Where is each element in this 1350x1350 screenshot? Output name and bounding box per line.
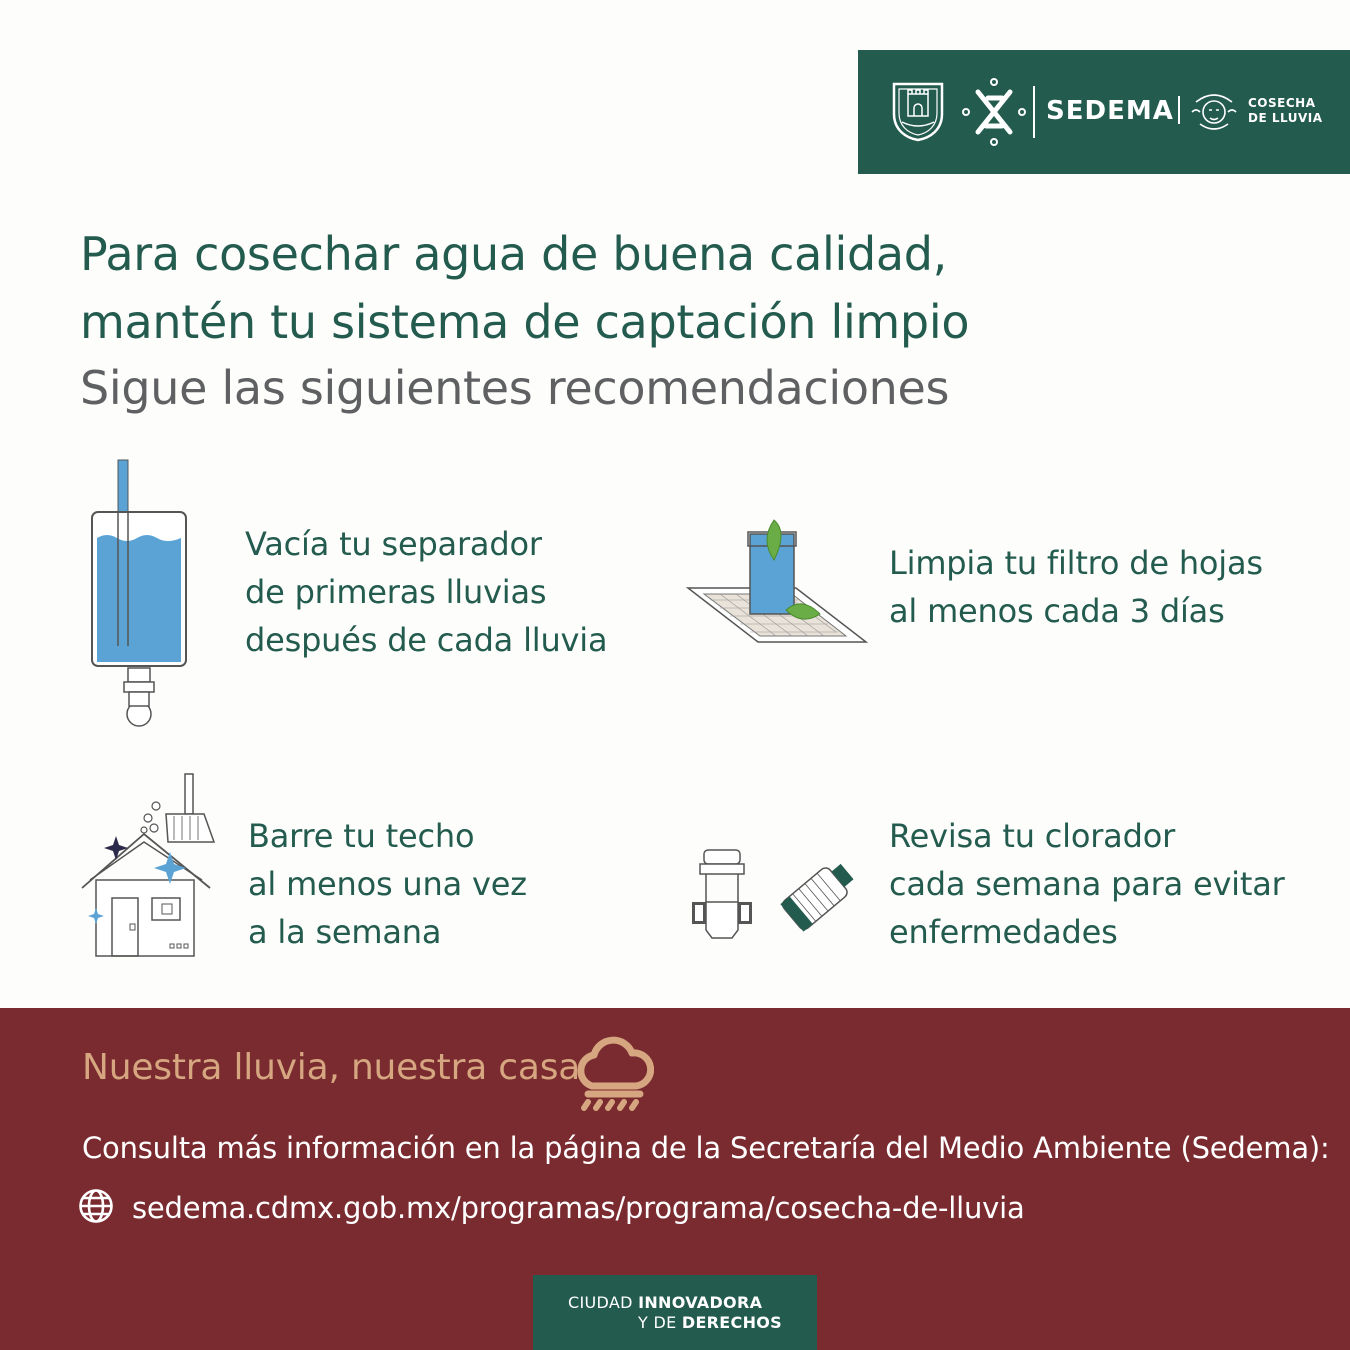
badge-line-1-bold: INNOVADORA xyxy=(638,1293,763,1312)
program-name xyxy=(1248,96,1322,126)
page-subtitle: Sigue las siguientes recomendaciones xyxy=(80,361,950,415)
badge-line-2 xyxy=(638,1313,782,1333)
leaf-filter-icon xyxy=(684,514,870,648)
badge-line-1-normal: CIUDAD xyxy=(568,1293,639,1312)
header-bar xyxy=(858,50,1350,174)
header-divider xyxy=(1033,86,1035,138)
chlorinator-icon xyxy=(688,848,866,940)
first-flush-separator-icon xyxy=(80,458,200,733)
agency-name: SEDEMA xyxy=(1046,96,1174,126)
cdmx-shield-icon xyxy=(890,80,946,142)
slogan: Nuestra lluvia, nuestra casa xyxy=(82,1047,581,1088)
cdmx-logo-icon xyxy=(962,76,1026,148)
aztec-mask-icon xyxy=(1190,90,1238,134)
tip-leaf-filter: Limpia tu filtro de hojas al menos cada 3 días xyxy=(889,544,1263,630)
title-line-2: mantén tu sistema de captación limpio xyxy=(80,295,970,349)
cdmx-slogan-badge xyxy=(533,1275,817,1350)
tip-separator: Vacía tu separador de primeras lluvias después de cada lluvia xyxy=(245,525,608,659)
tip-chlorinator: Revisa tu clorador cada semana para evitar enfermedades xyxy=(889,817,1285,951)
title-line-1: Para cosechar agua de buena calidad, xyxy=(80,227,947,281)
header-divider xyxy=(1178,96,1180,124)
badge-line-2-normal: Y DE xyxy=(638,1313,682,1332)
program-name-line2: DE LLUVIA xyxy=(1248,111,1323,125)
website-link[interactable]: sedema.cdmx.gob.mx/programas/programa/cosecha-de-lluvia xyxy=(132,1191,1025,1225)
globe-icon xyxy=(78,1188,114,1224)
tip-roof: Barre tu techo al menos una vez a la semana xyxy=(248,817,527,951)
program-name-line1: COSECHA xyxy=(1248,96,1316,110)
rain-cloud-icon xyxy=(574,1030,654,1112)
badge-line-2-bold: DERECHOS xyxy=(681,1313,782,1332)
page-title xyxy=(80,220,969,356)
info-text: Consulta más información en la página de la Secretaría del Medio Ambiente (Sedema): xyxy=(82,1131,1330,1165)
badge-line-1 xyxy=(568,1293,762,1313)
clean-house-icon xyxy=(78,772,218,960)
